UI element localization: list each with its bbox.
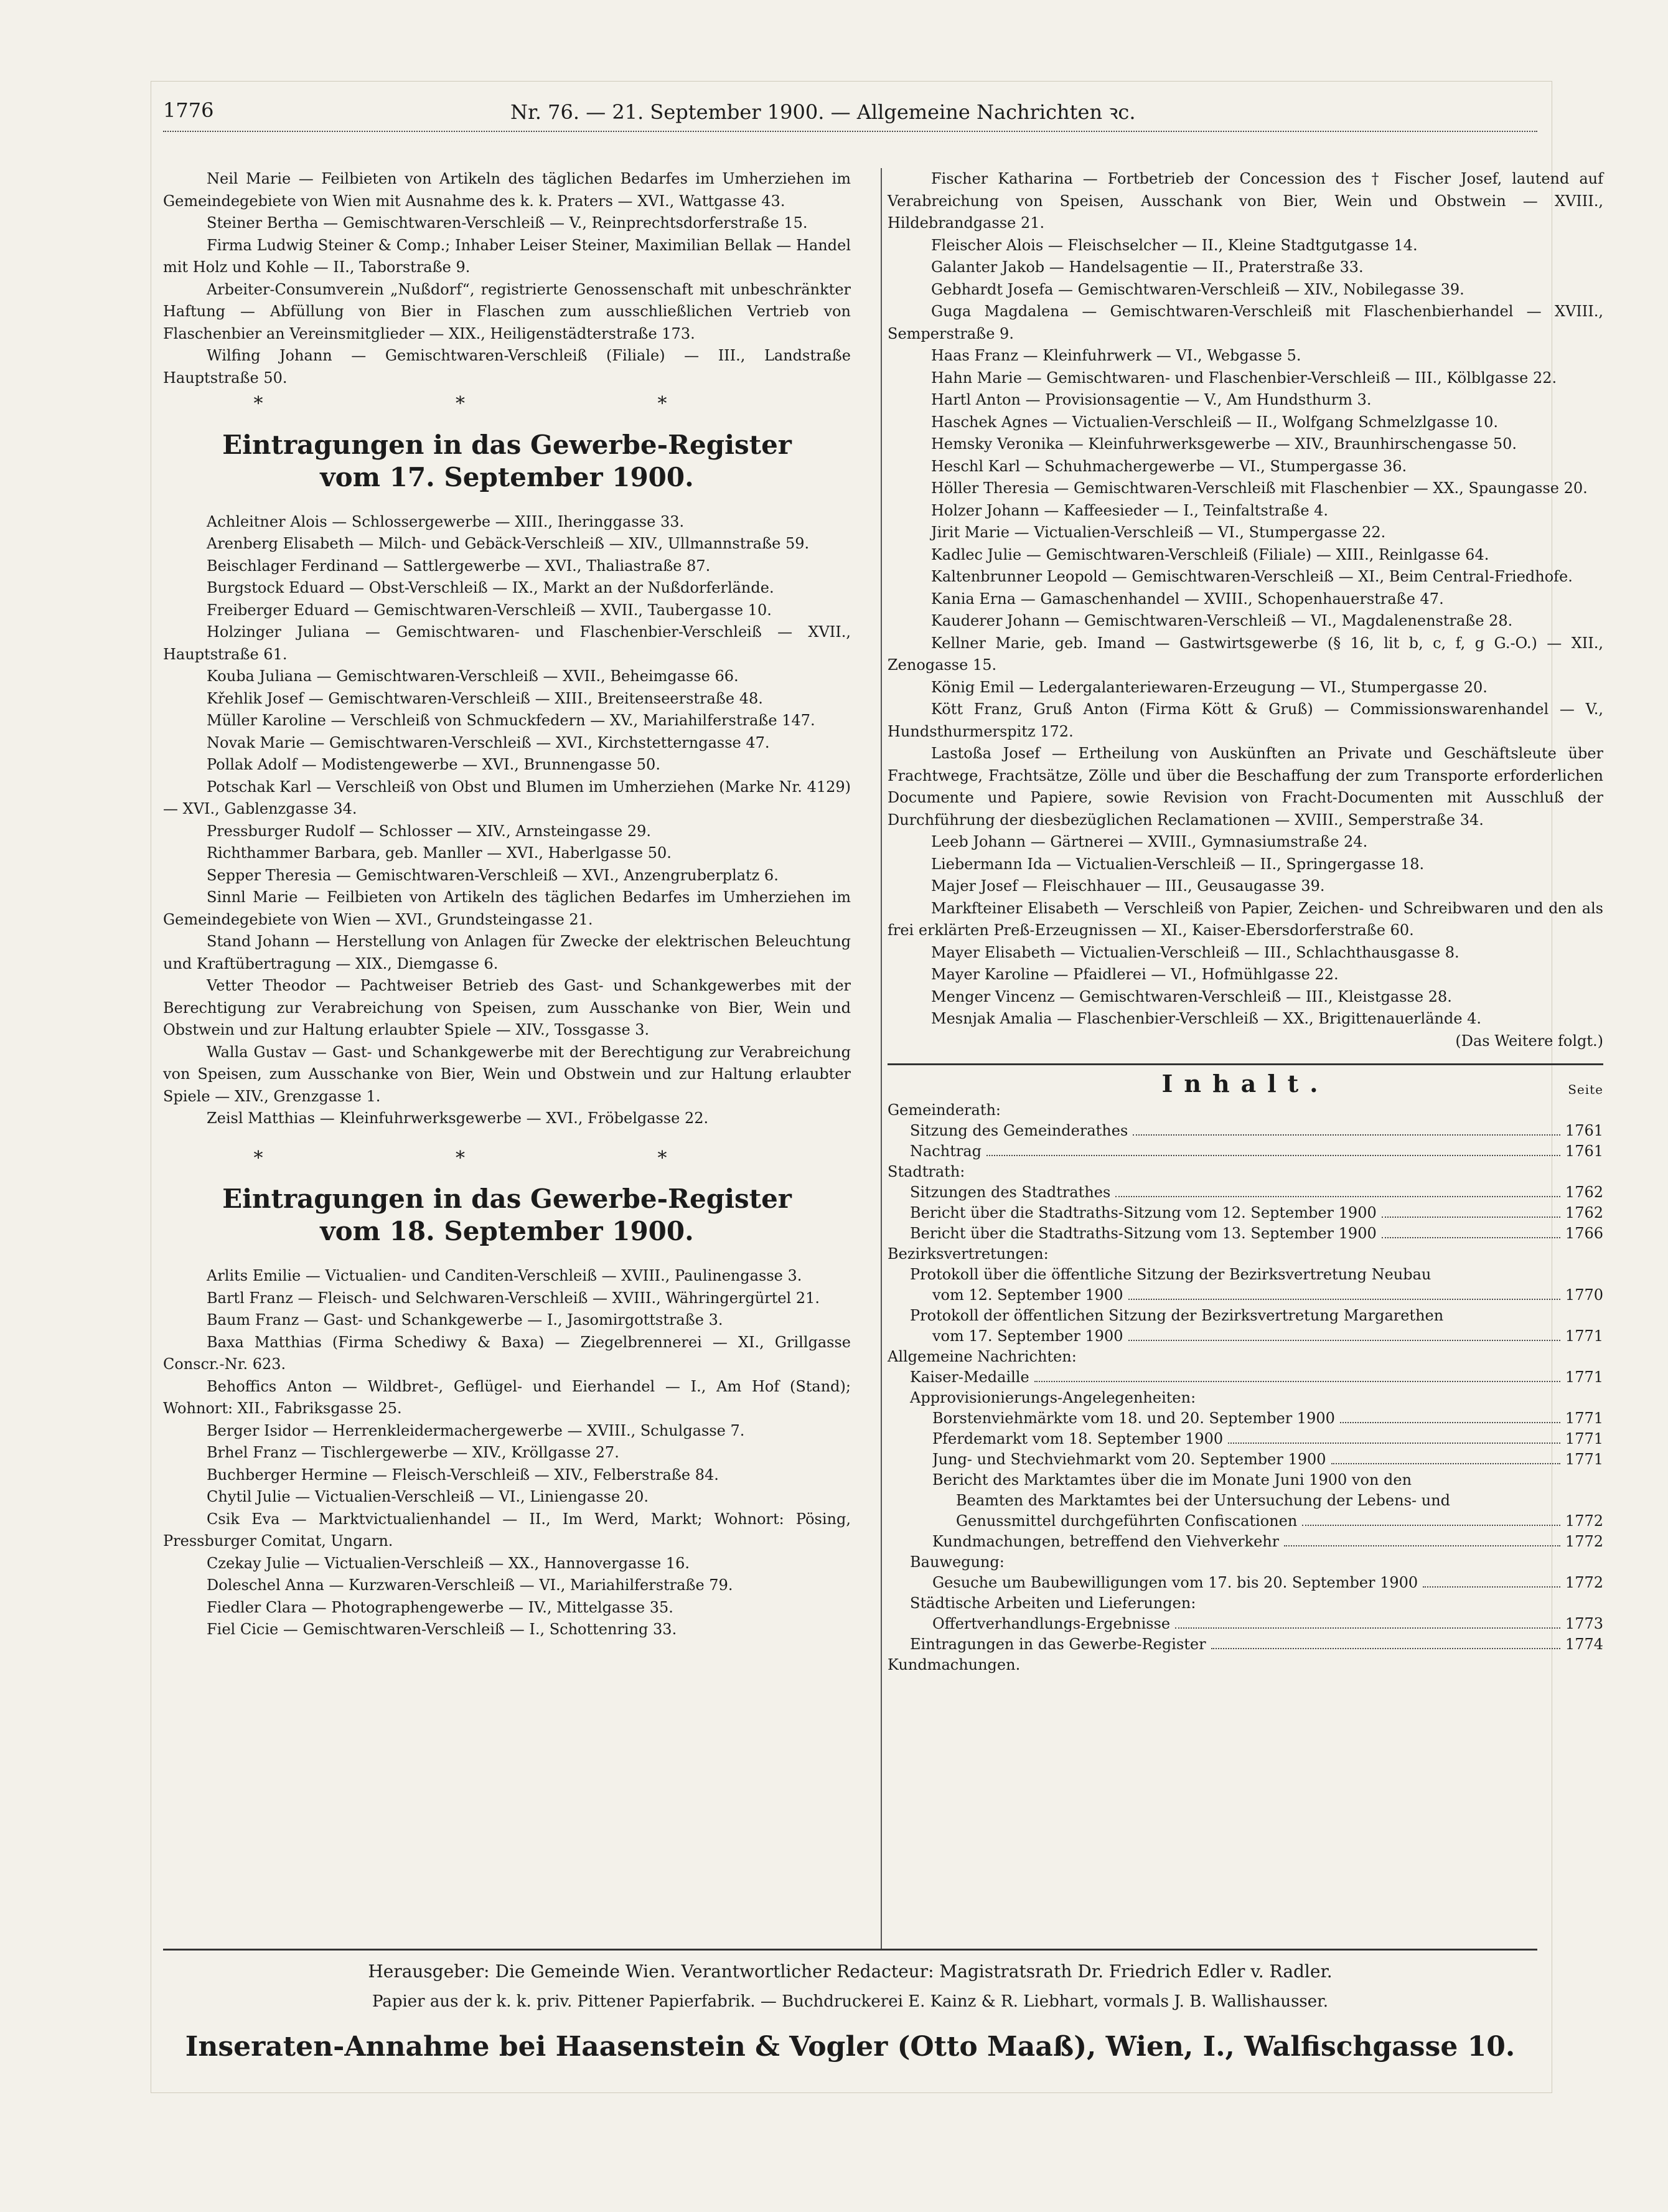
contents-category: Städtische Arbeiten und Lieferungen:	[910, 1594, 1196, 1612]
contents-entry-title: Sitzungen des Stadtrathes	[910, 1183, 1111, 1201]
dot-leader	[1228, 1443, 1560, 1444]
contents-entry-page: 1771	[1565, 1409, 1603, 1427]
register-entry: Potschak Karl — Verschleiß von Obst und Blumen im Umherziehen (Marke Nr. 4129) — XVI., Gablenzgasse 34.	[163, 778, 851, 817]
contents-category: Bauwegung:	[910, 1553, 1005, 1571]
register-entry: Doleschel Anna — Kurzwaren-Verschleiß — VI., Mariahilferstraße 79.	[207, 1576, 733, 1594]
dot-leader	[1382, 1237, 1560, 1238]
entry-list-18-september	[163, 1265, 851, 1641]
register-entry: Buchberger Hermine — Fleisch-Verschleiß — XIV., Felberstraße 84.	[207, 1466, 719, 1484]
contents-row	[888, 1429, 1603, 1449]
dot-leader	[1302, 1525, 1560, 1526]
contents-heading	[888, 1070, 1603, 1098]
register-entry: Achleitner Alois — Schlossergewerbe — XIII., Iheringgasse 33.	[207, 512, 685, 530]
contents-entry-page: 1762	[1565, 1203, 1603, 1221]
entry-list-17-september	[163, 511, 851, 1130]
register-entry: Müller Karoline — Verschleiß von Schmuckfedern — XV., Mariahilferstraße 147.	[207, 712, 815, 729]
contents-entry-title: Jung- und Stechviehmarkt vom 20. September 1900	[932, 1450, 1326, 1468]
imprint-advertising: Inseraten-Annahme bei Haasenstein & Vogler (Otto Maaß), Wien, I., Walfischgasse 10.	[185, 2031, 1516, 2063]
register-entry: Wilfing Johann — Gemischtwaren-Verschleiß (Filiale) — III., Landstraße Hauptstraße 50.	[163, 347, 851, 387]
register-entry: Gebhardt Josefa — Gemischtwaren-Verschleiß — XIV., Nobilegasse 39.	[931, 280, 1464, 298]
register-entry: Berger Isidor — Herrenkleidermachergewerbe — XVIII., Schulgasse 7.	[207, 1421, 745, 1439]
imprint-publisher: Herausgeber: Die Gemeinde Wien. Verantwortlicher Redacteur: Magistratsrath Dr. Friedrich Edler v. Radler.	[368, 1961, 1333, 1982]
section-title-date: vom 17. September 1900.	[320, 461, 694, 492]
register-entry: Fischer Katharina — Fortbetrieb der Concession des † Fischer Josef, lautend auf Verabreichung von Speisen, Ausschank von Bier, Wein und Obstwein — XVIII., Hildebrandgasse 21.	[888, 170, 1603, 232]
contents-entry-page: 1772	[1565, 1532, 1603, 1550]
contents-category: Stadtrath:	[888, 1162, 965, 1180]
register-entry: Firma Ludwig Steiner & Comp.; Inhaber Leiser Steiner, Maximilian Bellak — Handel mit Holz und Kohle — II., Taborstraße 9.	[163, 236, 851, 276]
dot-leader	[1133, 1134, 1560, 1136]
register-entry: Höller Theresia — Gemischtwaren-Verschleiß mit Flaschenbier — XX., Spaungasse 20.	[931, 479, 1588, 497]
contents-entry-page: 1766	[1565, 1224, 1603, 1242]
contents-category: Kundmachungen.	[888, 1655, 1021, 1673]
contents-entry-title: Eintragungen in das Gewerbe-Register	[910, 1635, 1206, 1653]
register-entry: Neil Marie — Feilbieten von Artikeln des täglichen Bedarfes im Umherziehen im Gemeindegebiete von Wien mit Ausnahme des k. k. Praters — XVI., Wattgasse 43.	[163, 170, 851, 210]
register-entry: Menger Vincenz — Gemischtwaren-Verschleiß — III., Kleistgasse 28.	[931, 987, 1452, 1005]
register-entry: Majer Josef — Fleischhauer — III., Geusaugasse 39.	[931, 877, 1325, 895]
register-entry: Markfteiner Elisabeth — Verschleiß von Papier, Zeichen- und Schreibwaren und den als frei erklärten Preß-Erzeugnissen — XI., Kaiser-Ebersdorferstraße 60.	[888, 899, 1603, 939]
register-entry: Kania Erna — Gamaschenhandel — XVIII., Schopenhauerstraße 47.	[931, 590, 1444, 608]
register-entry: Novak Marie — Gemischtwaren-Verschleiß — XVI., Kirchstetterngasse 47.	[207, 733, 770, 751]
contents-entry-page: 1771	[1565, 1450, 1603, 1468]
contents-row	[888, 1203, 1603, 1223]
register-entry: Leeb Johann — Gärtnerei — XVIII., Gymnasiumstraße 24.	[931, 833, 1368, 850]
register-entry: Mayer Elisabeth — Victualien-Verschleiß — III., Schlachthausgasse 8.	[931, 943, 1460, 961]
entry-list-top	[163, 168, 851, 389]
dot-leader	[1115, 1196, 1560, 1197]
header-rule	[163, 131, 1537, 134]
contents-entry-title: vom 17. September 1900	[932, 1327, 1123, 1345]
register-entry: Hemsky Veronika — Kleinfuhrwerksgewerbe — XIV., Braunhirschengasse 50.	[931, 435, 1517, 453]
register-entry: Chytil Julie — Victualien-Verschleiß — VI., Liniengasse 20.	[207, 1488, 649, 1505]
contents-category: Gemeinderath:	[888, 1101, 1001, 1119]
contents-category: Approvisionierungs-Angelegenheiten:	[910, 1388, 1196, 1406]
register-entry: Brhel Franz — Tischlergewerbe — XIV., Kröllgasse 27.	[207, 1444, 619, 1461]
register-entry: Galanter Jakob — Handelsagentie — II., Praterstraße 33.	[931, 258, 1364, 276]
contents-entry-page: 1770	[1565, 1286, 1603, 1304]
contents-row	[888, 1367, 1603, 1388]
register-entry: Guga Magdalena — Gemischtwaren-Verschleiß mit Flaschenbierhandel — XVIII., Semperstraße 9.	[888, 303, 1603, 342]
register-entry: Behoffics Anton — Wildbret-, Geflügel- und Eierhandel — I., Am Hof (Stand); Wohnort: XII., Fabriksgasse 25.	[163, 1377, 851, 1417]
register-entry: Freiberger Eduard — Gemischtwaren-Verschleiß — XVII., Taubergasse 10.	[207, 601, 772, 619]
contents-entry-title: Sitzung des Gemeinderathes	[910, 1121, 1128, 1139]
register-entry: Liebermann Ida — Victualien-Verschleiß — II., Springergasse 18.	[931, 855, 1425, 873]
contents-entry-page: 1771	[1565, 1327, 1603, 1345]
contents-row	[888, 1285, 1603, 1306]
contents-row	[888, 1408, 1603, 1429]
contents-entry-page: 1773	[1565, 1614, 1603, 1632]
register-entry: Arenberg Elisabeth — Milch- und Gebäck-Verschleiß — XIV., Ullmannstraße 59.	[207, 535, 810, 552]
section-separator-stars: * * *	[253, 1147, 761, 1169]
contents-row	[888, 1182, 1603, 1203]
contents-entry-title: Kundmachungen, betreffend den Viehverkehr	[932, 1532, 1280, 1550]
register-entry: Beischlager Ferdinand — Sattlergewerbe — XVI., Thaliastraße 87.	[207, 557, 711, 575]
contents-entry-page: 1762	[1565, 1183, 1603, 1201]
register-entry: Křehlik Josef — Gemischtwaren-Verschleiß — XIII., Breitenseerstraße 48.	[207, 689, 763, 707]
contents-category: Bericht des Marktamtes über die im Monate Juni 1900 von den	[932, 1471, 1412, 1489]
contents-entry-page: 1771	[1565, 1429, 1603, 1447]
register-entry: Lastoßa Josef — Ertheilung von Auskünften an Private und Geschäftsleute über Frachtwege, Frachtsätze, Zölle und über die Beschaffung der zum Transporte erforderlichen Documente und Papiere, sowie Revision von Fracht-Documenten mit Ausschluß der Durchführung der diesbezüglichen Reclamationen — XVIII., Semperstraße 34.	[888, 745, 1603, 829]
contents-entry-title: Nachtrag	[910, 1142, 982, 1160]
contents-row	[888, 1614, 1603, 1634]
dot-leader	[1128, 1340, 1560, 1341]
contents-rule	[888, 1063, 1603, 1065]
register-entry: Vetter Theodor — Pachtweiser Betrieb des Gast- und Schankgewerbes mit der Berechtigung zur Verabreichung von Speisen, zum Ausschanke von Bier, Wein und Obstwein und zur Haltung erlaubter Spiele — XIV., Tossgasse 3.	[163, 977, 851, 1038]
contents-entry-title: Bericht über die Stadtraths-Sitzung vom 12. September 1900	[910, 1203, 1377, 1221]
register-entry: Steiner Bertha — Gemischtwaren-Verschleiß — V., Reinprechtsdorferstraße 15.	[207, 214, 808, 232]
register-entry: Fiedler Clara — Photographengewerbe — IV., Mittelgasse 35.	[207, 1598, 673, 1616]
footer-rule	[163, 1949, 1537, 1951]
register-entry: Stand Johann — Herstellung von Anlagen für Zwecke der elektrischen Beleuchtung und Kraftübertragung — XIX., Diemgasse 6.	[163, 933, 851, 972]
contents-row	[888, 1141, 1603, 1162]
contents-entry-title: Kaiser-Medaille	[910, 1368, 1029, 1386]
register-entry: Kött Franz, Gruß Anton (Firma Kött & Gruß) — Commissionswarenhandel — V., Hundsthurmerspitz 172.	[888, 700, 1603, 740]
contents-row	[888, 1326, 1603, 1347]
register-entry: Fleischer Alois — Fleischselcher — II., Kleine Stadtgutgasse 14.	[931, 236, 1418, 254]
contents-entry-page: 1771	[1565, 1368, 1603, 1386]
register-entry: Haas Franz — Kleinfuhrwerk — VI., Webgasse 5.	[931, 347, 1301, 364]
contents-entry-page: 1761	[1565, 1121, 1603, 1139]
dot-leader	[1128, 1299, 1560, 1300]
dot-leader	[1284, 1545, 1560, 1546]
dot-leader	[1423, 1586, 1560, 1588]
register-entry: Kouba Juliana — Gemischtwaren-Verschleiß — XVII., Beheimgasse 66.	[207, 667, 739, 685]
dot-leader	[1211, 1648, 1560, 1649]
dot-leader	[986, 1155, 1560, 1156]
entry-list-continued	[888, 168, 1603, 1030]
register-entry: Czekay Julie — Victualien-Verschleiß — XX., Hannovergasse 16.	[207, 1554, 690, 1572]
register-entry: Arlits Emilie — Victualien- und Canditen-Verschleiß — XVIII., Paulinengasse 3.	[207, 1267, 802, 1284]
contents-entry-page: 1772	[1565, 1512, 1603, 1530]
contents-category: Beamten des Marktamtes bei der Untersuchung der Lebens- und	[956, 1491, 1451, 1509]
dot-leader	[1175, 1627, 1560, 1629]
contents-entry-page: 1761	[1565, 1142, 1603, 1160]
continued-note: (Das Weitere folgt.)	[1455, 1032, 1603, 1050]
imprint-printer: Papier aus der k. k. priv. Pittener Papierfabrik. — Buchdruckerei E. Kainz & R. Liebhart, vormals J. B. Wallishausser.	[372, 1992, 1328, 2011]
register-entry: Kellner Marie, geb. Imand — Gastwirtsgewerbe (§ 16, lit b, c, f, g G.-O.) — XII., Zenogasse 15.	[888, 634, 1603, 674]
register-entry: Mesnjak Amalia — Flaschenbier-Verschleiß — XX., Brigittenauerlände 4.	[931, 1010, 1482, 1027]
left-column	[163, 168, 851, 1641]
column-divider	[881, 168, 882, 1949]
contents-category: Protokoll über die öffentliche Sitzung der Bezirksvertretung Neubau	[910, 1265, 1431, 1283]
register-entry: Richthammer Barbara, geb. Manller — XVI., Haberlgasse 50.	[207, 844, 672, 862]
dot-leader	[1382, 1217, 1560, 1218]
register-entry: Arbeiter-Consumverein „Nußdorf“, registrierte Genossenschaft mit unbeschränkter Haftung — Abfüllung von Bier in Flaschen zum ausschließlichen Vertrieb von Flaschenbier an Vereinsmitglieder — XIX., Heiligenstädterstraße 173.	[163, 280, 851, 342]
section-title-line: Eintragungen in das Gewerbe-Register	[222, 1184, 792, 1214]
register-entry: Hartl Anton — Provisionsagentie — V., Am Hundsthurm 3.	[931, 391, 1372, 408]
contents-entry-title: Borstenviehmärkte vom 18. und 20. September 1900	[932, 1409, 1335, 1427]
register-entry: Csik Eva — Marktvictualienhandel — II., Im Werd, Markt; Wohnort: Pösing, Pressburger Comitat, Ungarn.	[163, 1510, 851, 1550]
register-entry: Zeisl Matthias — Kleinfuhrwerksgewerbe — XVI., Fröbelgasse 22.	[207, 1109, 709, 1127]
register-entry: Kadlec Julie — Gemischtwaren-Verschleiß (Filiale) — XIII., Reinlgasse 64.	[931, 545, 1489, 563]
section-title-18-september	[163, 1183, 851, 1248]
dot-leader	[1331, 1463, 1560, 1464]
contents-entry-title: Genussmittel durchgeführten Confiscationen	[956, 1512, 1298, 1530]
register-entry: Holzinger Juliana — Gemischtwaren- und Flaschenbier-Verschleiß — XVII., Hauptstraße 61.	[163, 623, 851, 663]
right-column	[888, 168, 1603, 1675]
register-entry: Pollak Adolf — Modistengewerbe — XVI., Brunnengasse 50.	[207, 756, 660, 773]
contents-category: Protokoll der öffentlichen Sitzung der Bezirksvertretung Margarethen	[910, 1306, 1444, 1324]
contents-row	[888, 1634, 1603, 1655]
contents-page-label: Seite	[1568, 1082, 1603, 1097]
contents-entry-title: Offertverhandlungs-Ergebnisse	[932, 1614, 1171, 1632]
contents-entry-title: Gesuche um Baubewilligungen vom 17. bis 20. September 1900	[932, 1573, 1418, 1591]
register-entry: König Emil — Ledergalanteriewaren-Erzeugung — VI., Stumpergasse 20.	[931, 678, 1488, 696]
register-entry: Haschek Agnes — Victualien-Verschleiß — II., Wolfgang Schmelzlgasse 10.	[931, 413, 1499, 431]
page-number: 1776	[163, 98, 214, 122]
register-entry: Burgstock Eduard — Obst-Verschleiß — IX., Markt an der Nußdorferlände.	[207, 579, 774, 596]
running-head: Nr. 76. — 21. September 1900. — Allgemeine Nachrichten ꝛc.	[510, 100, 1136, 124]
section-title-17-september	[163, 429, 851, 494]
contents-entry-title: vom 12. September 1900	[932, 1286, 1123, 1304]
register-entry: Walla Gustav — Gast- und Schankgewerbe mit der Berechtigung zur Verabreichung von Speisen, zum Ausschanke von Bier, Wein und Obstwein und zur Haltung erlaubter Spiele — XIV., Grenzgasse 1.	[163, 1043, 851, 1105]
contents-entry-page: 1772	[1565, 1573, 1603, 1591]
register-entry: Sinnl Marie — Feilbieten von Artikeln des täglichen Bedarfes im Umherziehen im Gemeindegebiete von Wien — XVI., Grundsteingasse 21.	[163, 888, 851, 928]
section-title-date: vom 18. September 1900.	[320, 1216, 694, 1246]
dot-leader	[1034, 1381, 1560, 1382]
register-entry: Mayer Karoline — Pfaidlerei — VI., Hofmühlgasse 22.	[931, 966, 1339, 983]
section-title-line: Eintragungen in das Gewerbe-Register	[222, 429, 792, 460]
contents-entry-page: 1774	[1565, 1635, 1603, 1653]
contents-row	[888, 1121, 1603, 1141]
contents-row	[888, 1449, 1603, 1470]
section-separator-stars: * * *	[253, 393, 761, 415]
contents-entry-title: Pferdemarkt vom 18. September 1900	[932, 1429, 1224, 1447]
contents-title: Inhalt.	[1161, 1070, 1329, 1098]
register-entry: Bartl Franz — Fleisch- und Selchwaren-Verschleiß — XVIII., Währingergürtel 21.	[207, 1289, 820, 1307]
dot-leader	[1340, 1422, 1560, 1423]
register-entry: Jirit Marie — Victualien-Verschleiß — VI., Stumpergasse 22.	[931, 524, 1386, 541]
contents-category: Bezirksvertretungen:	[888, 1245, 1049, 1263]
contents-row	[888, 1511, 1603, 1532]
register-entry: Hahn Marie — Gemischtwaren- und Flaschenbier-Verschleiß — III., Kölblgasse 22.	[931, 369, 1557, 387]
register-entry: Sepper Theresia — Gemischtwaren-Verschleiß — XVI., Anzengruberplatz 6.	[207, 866, 779, 884]
register-entry: Fiel Cicie — Gemischtwaren-Verschleiß — I., Schottenring 33.	[207, 1621, 677, 1638]
register-entry: Baum Franz — Gast- und Schankgewerbe — I., Jasomirgottstraße 3.	[207, 1311, 723, 1329]
register-entry: Holzer Johann — Kaffeesieder — I., Teinfaltstraße 4.	[931, 501, 1329, 519]
register-entry: Kaltenbrunner Leopold — Gemischtwaren-Verschleiß — XI., Beim Central-Friedhofe.	[931, 568, 1573, 585]
contents-row	[888, 1573, 1603, 1593]
contents-row	[888, 1223, 1603, 1244]
contents-entry-title: Bericht über die Stadtraths-Sitzung vom 13. September 1900	[910, 1224, 1377, 1242]
table-of-contents	[888, 1100, 1603, 1675]
contents-category: Allgemeine Nachrichten:	[888, 1347, 1077, 1365]
contents-row	[888, 1532, 1603, 1552]
register-entry: Kauderer Johann — Gemischtwaren-Verschleiß — VI., Magdalenenstraße 28.	[931, 612, 1513, 629]
register-entry: Pressburger Rudolf — Schlosser — XIV., Arnsteingasse 29.	[207, 822, 652, 840]
register-entry: Baxa Matthias (Firma Schediwy & Baxa) — Ziegelbrennerei — XI., Grillgasse Conscr.-Nr. 623.	[163, 1333, 851, 1373]
register-entry: Heschl Karl — Schuhmachergewerbe — VI., Stumpergasse 36.	[931, 457, 1407, 475]
